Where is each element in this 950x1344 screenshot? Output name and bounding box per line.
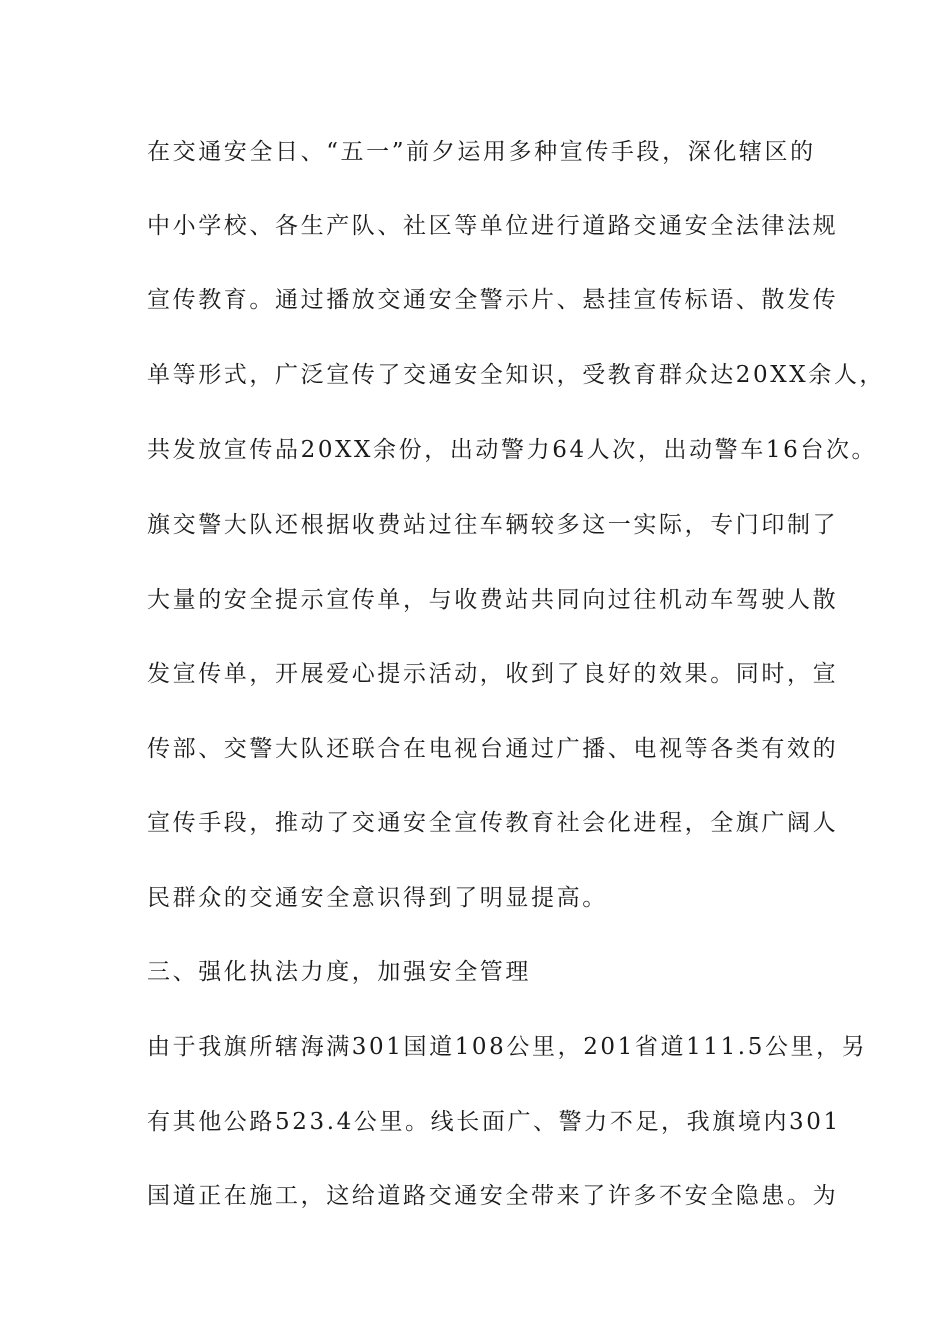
paragraph-line: 由于我旗所辖海满301国道108公里，201省道111.5公里，另 (147, 1034, 868, 1060)
paragraph-line: 有其他公路523.4公里。线长面广、警力不足，我旗境内301 (147, 1109, 841, 1135)
paragraph-line: 中小学校、各生产队、社区等单位进行道路交通安全法律法规 (147, 213, 839, 239)
paragraph-line: 大量的安全提示宣传单，与收费站共同向过往机动车驾驶人散 (147, 587, 839, 613)
paragraph-line: 在交通安全日、“五一”前夕运用多种宣传手段，深化辖区的 (147, 139, 816, 165)
paragraph-line: 单等形式，广泛宣传了交通安全知识，受教育群众达20XX余人， (147, 362, 886, 388)
paragraph-line: 共发放宣传品20XX余份，出动警力64人次，出动警车16台次。 (147, 437, 878, 463)
paragraph-line: 民群众的交通安全意识得到了明显提高。 (147, 885, 608, 911)
paragraph-line: 宣传手段，推动了交通安全宣传教育社会化进程，全旗广阔人 (147, 810, 839, 836)
paragraph-line: 旗交警大队还根据收费站过往车辆较多这一实际，专门印制了 (147, 512, 839, 538)
paragraph-line: 宣传教育。通过播放交通安全警示片、悬挂宣传标语、散发传 (147, 287, 839, 313)
paragraph-line: 国道正在施工，这给道路交通安全带来了许多不安全隐患。为 (147, 1183, 839, 1209)
section-heading: 三、强化执法力度，加强安全管理 (147, 959, 531, 985)
paragraph-line: 发宣传单，开展爱心提示活动，收到了良好的效果。同时，宣 (147, 661, 839, 687)
paragraph-line: 传部、交警大队还联合在电视台通过广播、电视等各类有效的 (147, 736, 839, 762)
